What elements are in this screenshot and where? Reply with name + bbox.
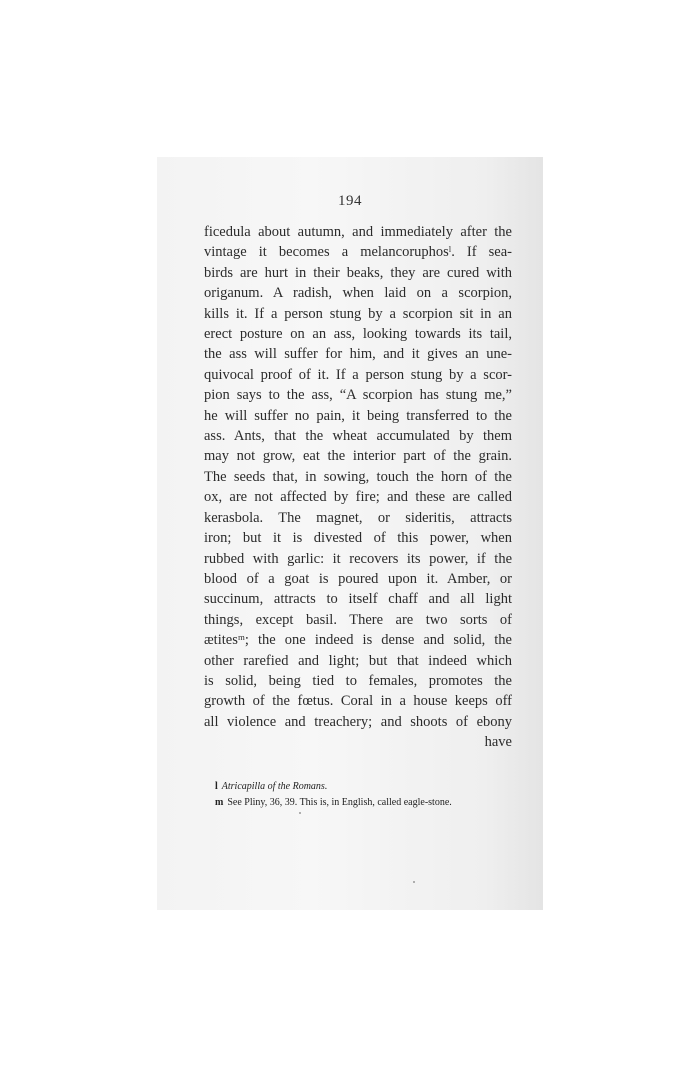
text-line: blood of a goat is poured upon it. Amber, or — [204, 570, 512, 587]
footnote-text: See Pliny, 36, 39. This is, in English, called eagle-stone. — [227, 797, 452, 808]
text-line: things, except basil. There are two sorts of — [204, 611, 512, 628]
text-line: growth of the fœtus. Coral in a house keeps off — [204, 693, 512, 710]
text-line: other rarefied and light; but that indeed which — [204, 652, 512, 669]
text-line: vintage it becomes a melancoruphosˡ. If sea- — [204, 244, 512, 261]
text-line: is solid, being tied to females, promotes the — [204, 672, 512, 689]
text-line: iron; but it is divested of this power, when — [204, 530, 512, 547]
text-line: succinum, attracts to itself chaff and all light — [204, 591, 512, 608]
text-line: ficedula about autumn, and immediately after the — [204, 224, 512, 240]
footnote — [215, 779, 515, 795]
text-line: the ass will suffer for him, and it gives an une- — [204, 346, 512, 363]
footnote-text: Atricapilla of the Romans. — [221, 781, 328, 792]
page-number: 194 — [338, 193, 362, 209]
footnotes — [215, 779, 515, 811]
text-line: all violence and treachery; and shoots of ebony — [204, 713, 512, 730]
text-line: he will suffer no pain, it being transferred to the — [204, 407, 512, 424]
text-line: pion says to the ass, “A scorpion has stung me,” — [204, 387, 512, 404]
book-page — [157, 157, 543, 910]
footnote-mark: m — [215, 797, 224, 808]
catchword: have — [484, 734, 512, 751]
text-line: may not grow, eat the interior part of the grain. — [204, 448, 512, 465]
text-line: kills it. If a person stung by a scorpion sit in an — [204, 305, 512, 322]
footnote-mark: l — [215, 781, 218, 792]
paper-speck — [299, 812, 301, 814]
text-line: The seeds that, in sowing, touch the horn of the — [204, 468, 512, 485]
text-line: origanum. A radish, when laid on a scorpion, — [204, 285, 512, 302]
text-line: ætitesᵐ; the one indeed is dense and solid, the — [204, 632, 512, 649]
text-line: erect posture on an ass, looking towards its tail, — [204, 326, 512, 343]
paper-speck — [413, 881, 415, 883]
text-line: ass. Ants, that the wheat accumulated by them — [204, 428, 512, 445]
footnote — [215, 795, 515, 811]
body-text — [204, 222, 512, 753]
text-line: birds are hurt in their beaks, they are cured with — [204, 264, 512, 281]
text-line: quivocal proof of it. If a person stung by a scor- — [204, 366, 512, 383]
text-line: ox, are not affected by fire; and these are called — [204, 489, 512, 506]
text-line: rubbed with garlic: it recovers its power, if the — [204, 550, 512, 567]
text-line: kerasbola. The magnet, or sideritis, attracts — [204, 509, 512, 526]
